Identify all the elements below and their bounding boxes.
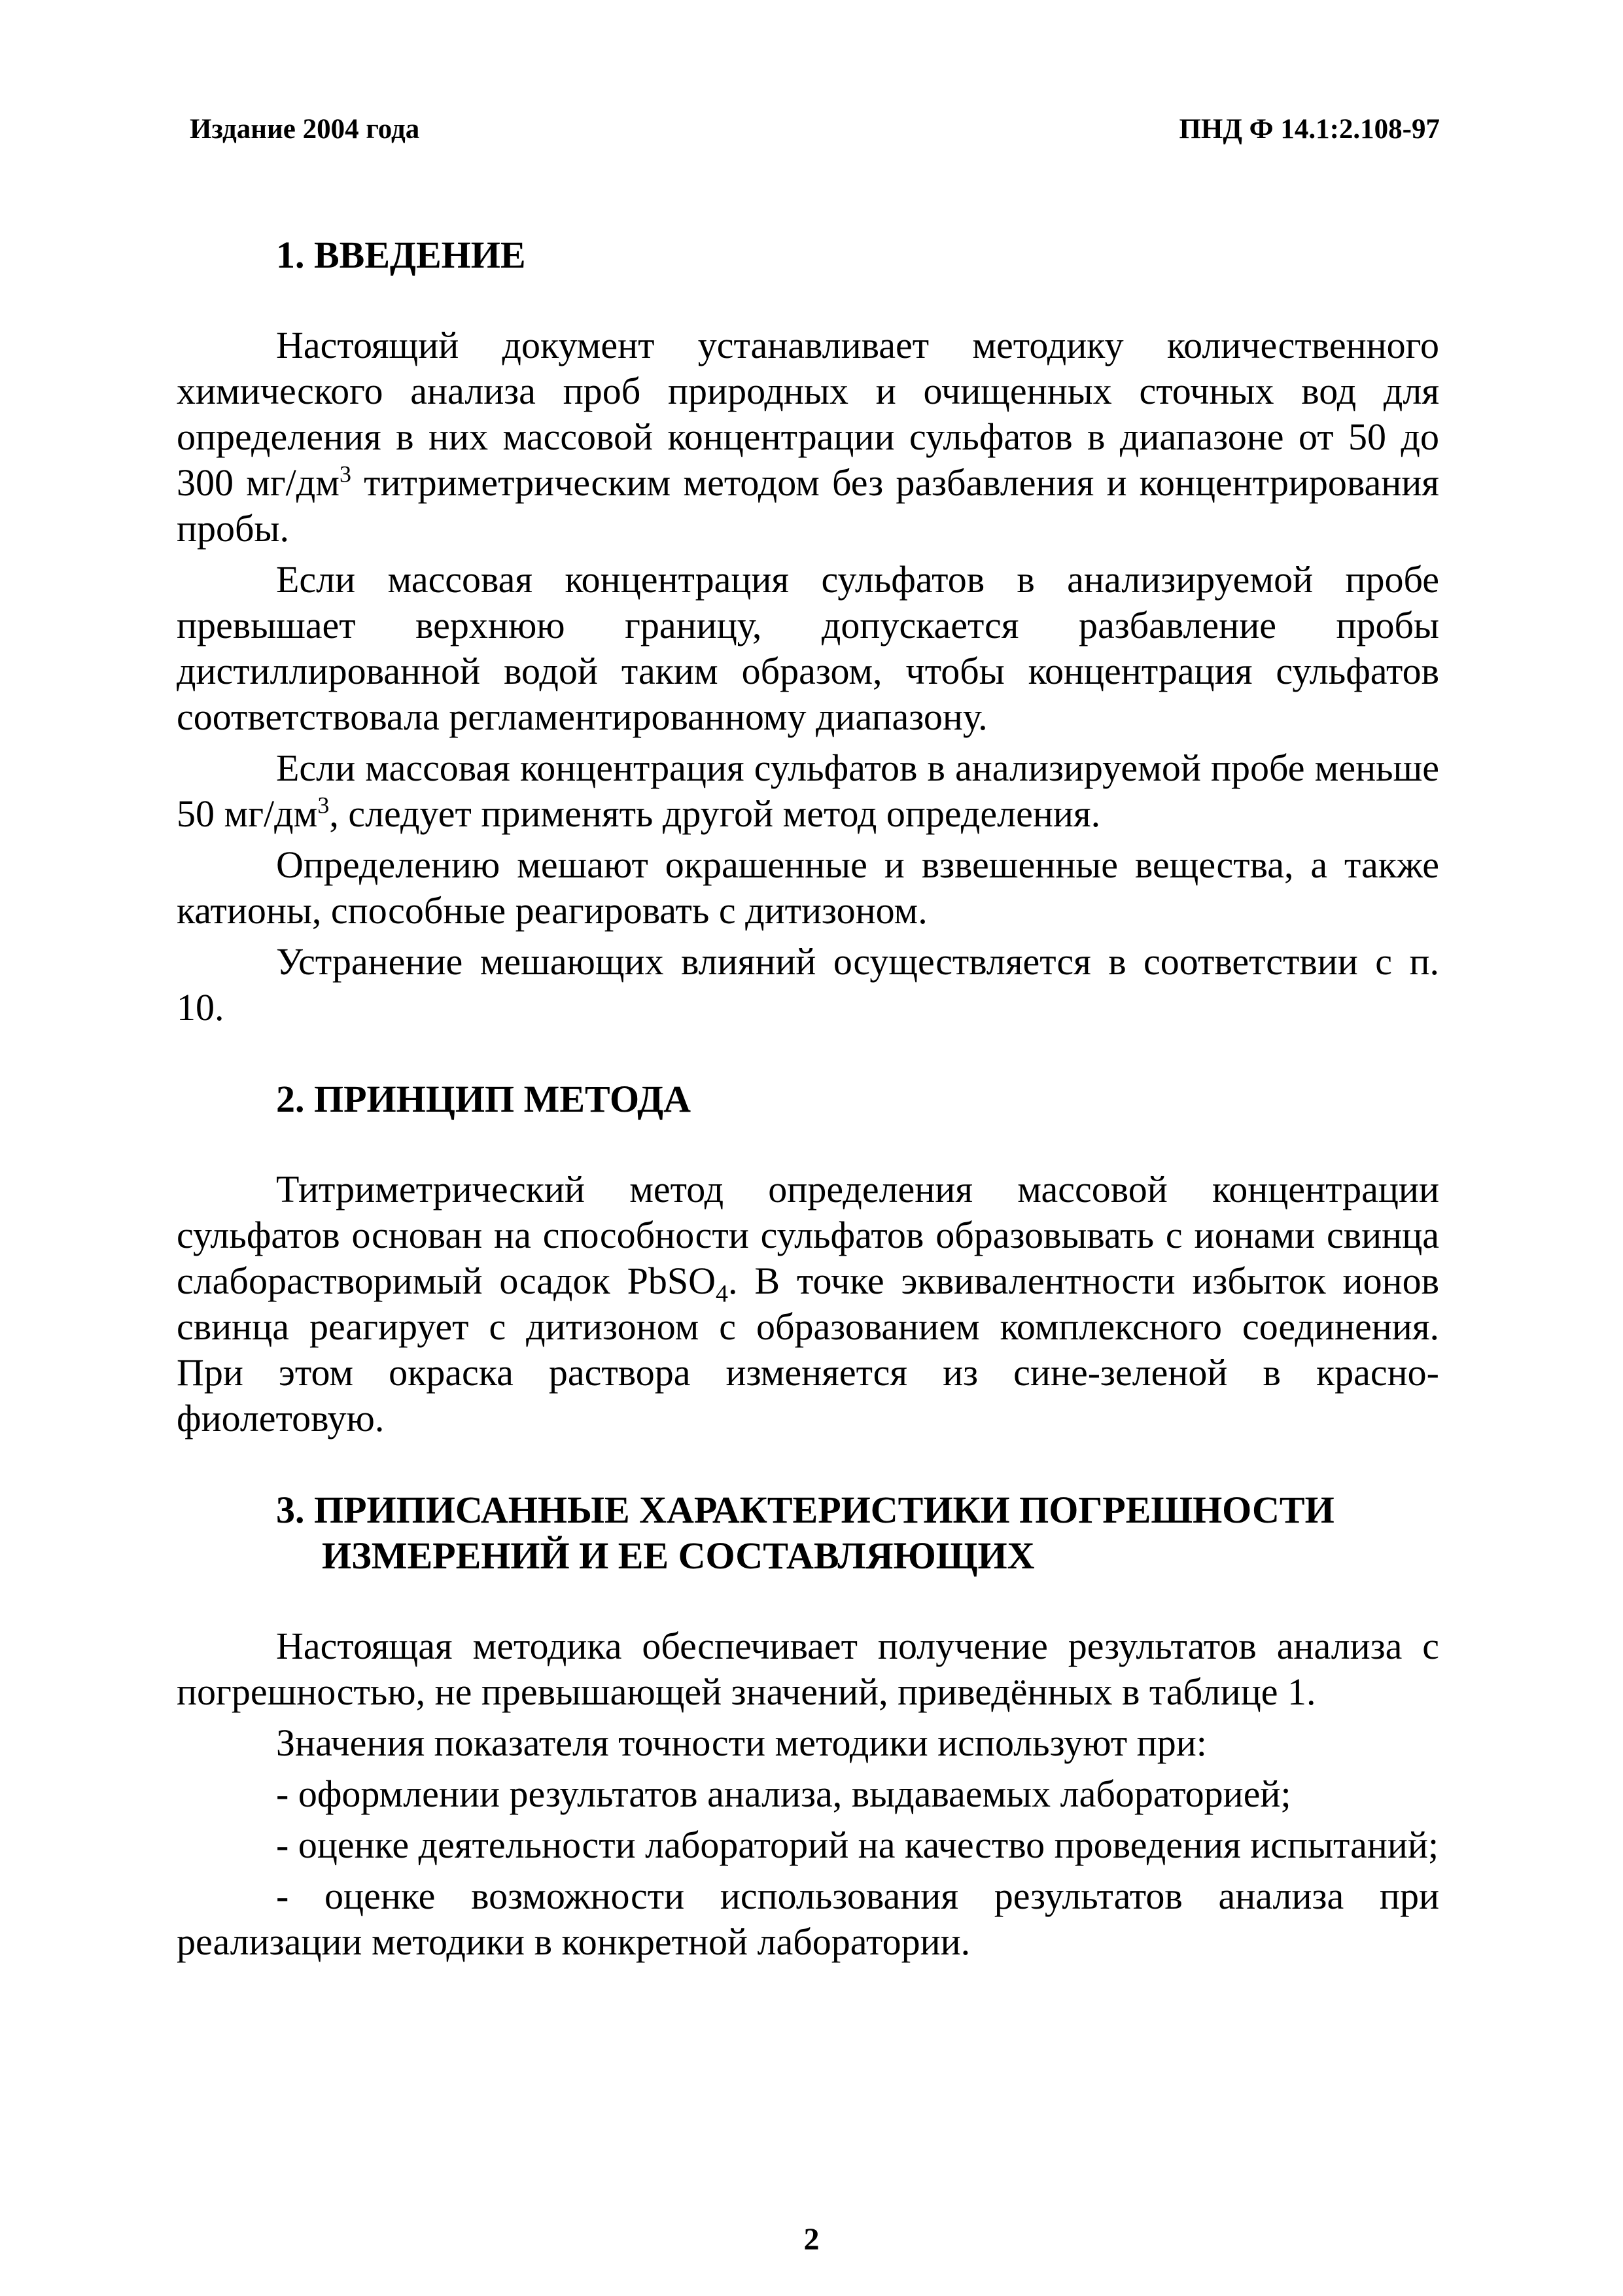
s1-p1-superscript: 3 bbox=[340, 461, 351, 487]
s1-p1-text-a: Настоящий документ устанавливает методику количественного химического анализа проб природных и очищенных сточных вод для определения в них массовой концентрации сульфатов в диапазоне от 50 до 300 мг/дм bbox=[177, 324, 1439, 504]
s2-p1-text-a: Титриметрический метод определения массовой концентрации сульфатов основан на способности сульфатов образовывать с ионами свинца слаборастворимый осадок PbSO bbox=[177, 1168, 1439, 1302]
page-content bbox=[177, 232, 1439, 1970]
page-number: 2 bbox=[803, 2222, 820, 2257]
s1-p3-superscript: 3 bbox=[317, 792, 330, 819]
s2-p1-subscript: 4 bbox=[716, 1280, 728, 1308]
section-1-paragraph-1 bbox=[177, 323, 1439, 552]
section-1-paragraph-4: Определению мешают окрашенные и взвешенные вещества, а также катионы, способные реагировать с дитизоном. bbox=[177, 843, 1439, 932]
section-3-title: 3. ПРИПИСАННЫЕ ХАРАКТЕРИСТИКИ ПОГРЕШНОСТИ ИЗМЕРЕНИЙ И ЕЕ СОСТАВЛЯЮЩИХ bbox=[276, 1489, 1335, 1577]
section-1-title: 1. ВВЕДЕНИЕ bbox=[276, 234, 526, 276]
section-3-list-item: - оформлении результатов анализа, выдаваемых лабораторией; bbox=[276, 1773, 1291, 1815]
section-1-paragraph-3 bbox=[177, 745, 1439, 837]
section-3-list-item: - оценке возможности использования результатов анализа при реализации методики в конкретной лаборатории. bbox=[177, 1875, 1439, 1963]
header-edition: Издание 2004 года bbox=[190, 114, 420, 145]
section-2-paragraph-1 bbox=[177, 1167, 1439, 1441]
section-3-paragraph-2: Значения показателя точности методики используют при: bbox=[276, 1722, 1207, 1764]
section-1-paragraph-5: Устранение мешающих влияний осуществляется в соответствии с п. 10. bbox=[177, 940, 1439, 1029]
header-doc-code: ПНД Ф 14.1:2.108-97 bbox=[1179, 114, 1440, 145]
s1-p3-text-b: , следует применять другой метод определения. bbox=[329, 792, 1101, 835]
section-2-title: 2. ПРИНЦИП МЕТОДА bbox=[276, 1078, 691, 1120]
s2-p1-text-b: . В точке эквивалентности избыток ионов свинца реагирует с дитизоном с образованием комплексного соединения. При этом окраска раствора изменяется из сине-зеленой в красно-фиолетовую. bbox=[177, 1260, 1439, 1439]
section-3-list-item: - оценке деятельности лабораторий на качество проведения испытаний; bbox=[276, 1824, 1439, 1866]
s1-p3-text-a: Если массовая концентрация сульфатов в анализируемой пробе меньше 50 мг/дм bbox=[177, 747, 1439, 835]
s1-p1-text-b: титриметрическим методом без разбавления и концентрирования пробы. bbox=[177, 461, 1439, 550]
section-1-paragraph-2: Если массовая концентрация сульфатов в анализируемой пробе превышает верхнюю границу, допускается разбавление пробы дистиллированной водой таким образом, чтобы концентрация сульфатов соответствовала регламентированному диапазону. bbox=[177, 558, 1439, 738]
section-3-paragraph-1: Настоящая методика обеспечивает получение результатов анализа с погрешностью, не превышающей значений, приведённых в таблице 1. bbox=[177, 1625, 1439, 1713]
